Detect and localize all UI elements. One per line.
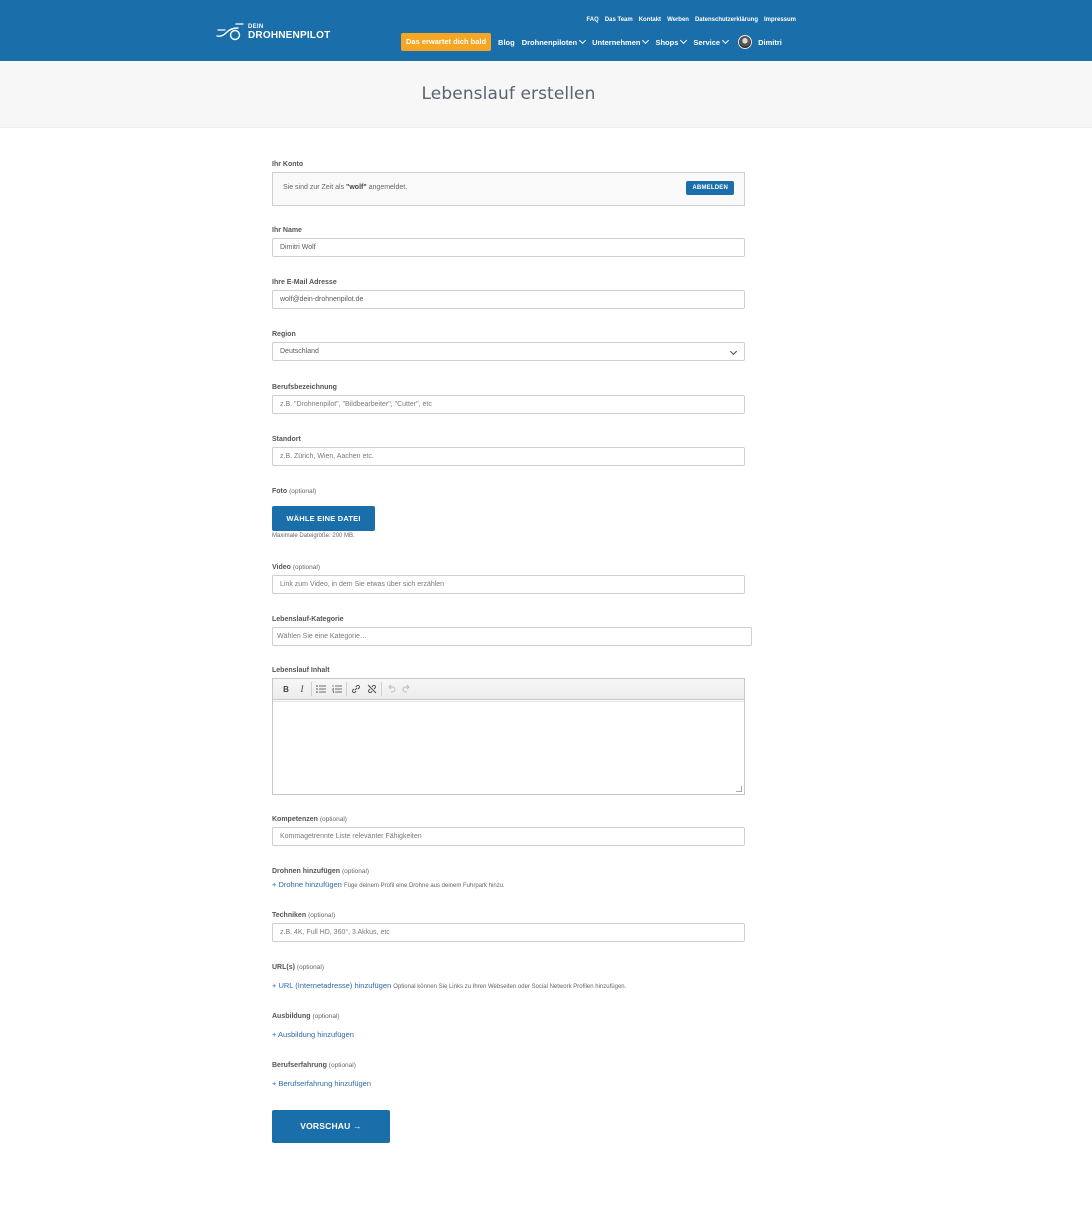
nav-item-companies[interactable] (592, 38, 648, 47)
techniques-label (272, 912, 335, 919)
site-header (0, 0, 1092, 61)
drone-logo-icon (216, 21, 244, 43)
account-label: Ihr Konto (272, 161, 304, 168)
optional-tag: (optional) (292, 564, 320, 571)
add-url-link[interactable]: + URL (Internetadresse) hinzufügen (272, 981, 392, 990)
nav-item-label: Shops (655, 37, 679, 47)
meta-link-privacy[interactable]: Datenschutzerklärung (694, 17, 758, 23)
add-education-link[interactable]: + Ausbildung hinzufügen (272, 1030, 354, 1039)
unlink-icon[interactable] (364, 681, 380, 697)
nav-item-label: Unternehmen (592, 37, 641, 47)
urls-label (272, 964, 324, 971)
meta-link-advertise[interactable]: Werben (667, 17, 689, 23)
drones-label-text: Drohnen hinzufügen (272, 868, 341, 875)
optional-tag: (optional) (296, 964, 325, 971)
user-avatar[interactable] (738, 35, 752, 49)
name-input[interactable]: Dimitri Wolf (272, 238, 745, 257)
optional-tag: (optional) (342, 868, 370, 875)
main-navigation (401, 33, 782, 51)
experience-label-text: Berufserfahrung (272, 1062, 327, 1069)
logo-text-small: DEIN (248, 23, 264, 30)
bold-button[interactable]: B (283, 684, 289, 694)
redo-icon[interactable] (399, 681, 415, 697)
optional-tag: (optional) (328, 1062, 356, 1069)
resize-handle-icon[interactable] (736, 786, 742, 792)
video-input[interactable]: Link zum Video, in dem Sie etwas über sich erzählen (272, 575, 745, 594)
add-url-description: Optional können Sie Links zu Ihren Webseiten oder Social Network Profilen hinzufügen. (393, 984, 627, 990)
meta-link-faq[interactable]: FAQ (586, 17, 599, 23)
toolbar-divider (381, 682, 382, 696)
account-username: "wolf" (346, 184, 367, 191)
account-text-pre: Sie sind zur Zeit als (283, 184, 345, 191)
choose-file-button[interactable]: WÄHLE EINE DATEI (272, 506, 375, 531)
nav-item-label: Service (693, 37, 721, 47)
site-logo[interactable] (216, 18, 330, 46)
job-title-input[interactable]: z.B. "Drohnenpilot", "Bildbearbeiter", "Cutter", etc (272, 395, 745, 414)
account-text-post: angemeldet. (368, 184, 408, 191)
undo-icon[interactable] (383, 681, 399, 697)
page-title: Lebenslauf erstellen (421, 84, 596, 104)
experience-label (272, 1062, 356, 1069)
urls-row (272, 981, 626, 990)
region-value: Deutschland (280, 348, 319, 355)
nav-item-label: Blog (498, 37, 515, 47)
chevron-down-icon (579, 37, 586, 44)
drones-label (272, 868, 369, 875)
toolbar-divider (346, 682, 347, 696)
chevron-down-icon (642, 37, 649, 44)
skills-input[interactable]: Kommagetrennte Liste relevanter Fähigkeiten (272, 827, 745, 846)
urls-label-text: URL(s) (272, 964, 295, 971)
italic-button[interactable]: I (300, 684, 304, 694)
file-size-hint: Maximale Dateigröße: 200 MB. (272, 533, 355, 539)
nav-coming-soon-badge[interactable]: Das erwartet dich bald (401, 33, 491, 51)
numbered-list-icon[interactable] (329, 681, 345, 697)
bullet-list-icon[interactable] (313, 681, 329, 697)
account-status-text (283, 184, 407, 191)
skills-label-text: Kompetenzen (272, 816, 318, 823)
email-input[interactable]: wolf@dein-drohnenpilot.de (272, 290, 745, 309)
photo-label (272, 488, 316, 495)
category-select[interactable]: Wählen Sie eine Kategorie… (272, 627, 752, 646)
content-editor (272, 678, 745, 795)
job-title-label: Berufsbezeichnung (272, 384, 337, 391)
email-label: Ihre E-Mail Adresse (272, 279, 337, 286)
video-label (272, 564, 320, 571)
meta-link-contact[interactable]: Kontakt (638, 17, 662, 23)
location-input[interactable]: z.B. Zürich, Wien, Aachen etc. (272, 447, 745, 466)
preview-button[interactable]: VORSCHAU → (272, 1110, 390, 1143)
category-label: Lebenslauf-Kategorie (272, 616, 344, 623)
meta-link-imprint[interactable]: Impressum (763, 17, 796, 23)
logout-button[interactable]: ABMELDEN (686, 181, 734, 195)
optional-tag: (optional) (312, 1013, 340, 1020)
add-drone-description: Füge deinem Profil eine Drohne aus deinem Fuhrpark hinzu. (343, 883, 505, 889)
nav-item-label: Drohnenpiloten (521, 37, 578, 47)
chevron-down-icon (680, 37, 687, 44)
region-label: Region (272, 331, 296, 338)
add-drone-link[interactable]: + Drohne hinzufügen (272, 880, 342, 889)
chevron-down-icon (722, 37, 729, 44)
content-label: Lebenslauf Inhalt (272, 667, 330, 674)
video-label-text: Video (272, 564, 291, 571)
meta-link-team[interactable]: Das Team (604, 17, 633, 23)
nav-item-service[interactable] (693, 38, 728, 47)
skills-label (272, 816, 347, 823)
link-icon[interactable] (348, 681, 364, 697)
nav-item-blog[interactable] (498, 38, 515, 47)
toolbar-divider (311, 682, 312, 696)
location-label: Standort (272, 436, 301, 443)
optional-tag: (optional) (319, 816, 347, 823)
account-box (272, 172, 745, 206)
region-select[interactable] (272, 342, 745, 361)
drones-row (272, 880, 505, 889)
nav-item-drone-pilots[interactable] (522, 38, 585, 47)
techniques-label-text: Techniken (272, 912, 307, 919)
meta-navigation (586, 17, 796, 23)
techniques-input[interactable]: z.B. 4K, Full HD, 360°, 3 Akkus, etc (272, 923, 745, 942)
add-experience-link[interactable]: + Berufserfahrung hinzufügen (272, 1079, 372, 1088)
education-label (272, 1013, 340, 1020)
nav-user-name[interactable]: Dimitri (758, 37, 782, 47)
optional-tag: (optional) (289, 488, 317, 495)
logo-text-big: DROHNENPILOT (248, 29, 331, 41)
name-label: Ihr Name (272, 227, 302, 234)
nav-item-shops[interactable] (655, 38, 686, 47)
photo-label-text: Foto (272, 488, 288, 495)
editor-toolbar (273, 679, 744, 700)
optional-tag: (optional) (308, 912, 336, 919)
editor-text-area[interactable] (273, 701, 744, 787)
education-label-text: Ausbildung (272, 1013, 311, 1020)
chevron-down-icon (730, 348, 737, 355)
